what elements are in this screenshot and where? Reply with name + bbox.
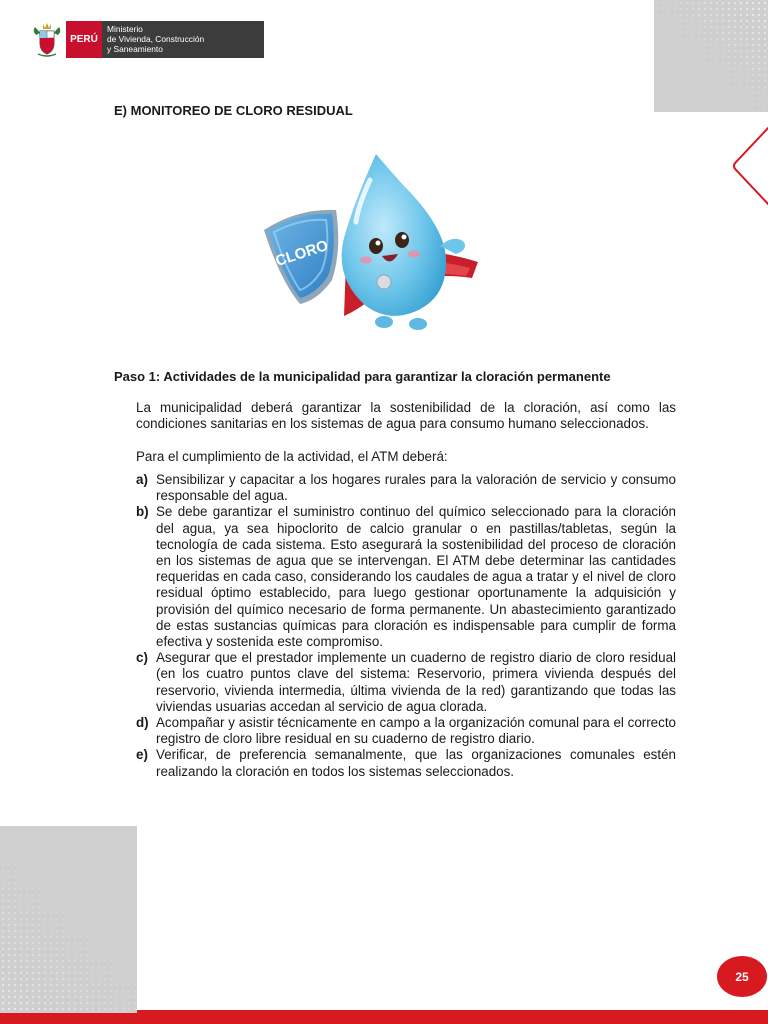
decorative-gray-block-bottom	[0, 826, 137, 1014]
lead-paragraph: Para el cumplimiento de la actividad, el ATM deberá:	[136, 449, 448, 464]
list-item-text: Verificar, de preferencia semanalmente, que las organizaciones comunales estén realizando la cloración en todos los sistemas seleccionados.	[156, 747, 676, 779]
list-item-text: Asegurar que el prestador implemente un cuaderno de registro diario de cloro residual (en los cuatro puntos clave del sistema: Reservorio, primera vivienda después del reservorio, vivienda intermedia, última vivienda de la red) garantizando que todas las viviendas usuarias accedan al servicio de agua clorada.	[156, 650, 676, 714]
ministry-logo	[30, 21, 264, 58]
logo-country-label: PERÚ	[66, 21, 102, 58]
page-number-badge: 25	[717, 956, 767, 997]
list-item	[136, 650, 676, 715]
step-title: Paso 1: Actividades de la municipalidad para garantizar la cloración permanente	[114, 369, 611, 384]
shield-label: CLORO	[273, 237, 331, 270]
footer-red-bar	[0, 1013, 768, 1024]
list-item-marker: e)	[136, 747, 148, 763]
list-item	[136, 472, 676, 504]
logo-ministry-line: Ministerio	[107, 24, 143, 34]
logo-ministry-line: y Saneamiento	[107, 44, 163, 54]
water-drop-mascot-illustration	[258, 150, 482, 336]
logo-ministry-name	[102, 21, 264, 58]
activities-list	[136, 472, 676, 780]
list-item-text: Se debe garantizar el suministro continuo del químico seleccionado para la cloración del agua, ya sea hipoclorito de calcio granular o en pastillas/tabletas, según la tecnología de cada sistema. Esto asegurará la sostenibilidad del proceso de cloración en los sistemas de agua que se intervengan. El ATM debe determinar las cantidades requeridas en cada caso, considerando los caudales de agua a tratar y el nivel de cloro residual óptimo establecido, para luego gestionar oportunamente la adquisición y provisión del químico necesario de forma permanente. Un abastecimiento garantizado de estas sustancias químicas para cloración es indispensable para cumplir de forma efectiva y sostenida este compromiso.	[156, 504, 676, 650]
list-item-text: Sensibilizar y capacitar a los hogares rurales para la valoración de servicio y consumo responsable del agua.	[156, 472, 676, 504]
list-item-text: Acompañar y asistir técnicamente en campo a la organización comunal para el correcto registro de cloro libre residual en su cuaderno de registro diario.	[156, 715, 676, 747]
list-item	[136, 504, 676, 650]
list-item-marker: b)	[136, 504, 149, 520]
list-item-marker: c)	[136, 650, 148, 666]
list-item-marker: d)	[136, 715, 149, 731]
intro-paragraph: La municipalidad deberá garantizar la sostenibilidad de la cloración, así como las condiciones sanitarias en los sistemas de agua para consumo humano seleccionados.	[136, 400, 676, 432]
list-item-marker: a)	[136, 472, 148, 487]
peru-coat-of-arms-icon	[30, 21, 64, 58]
section-title: E) MONITOREO DE CLORO RESIDUAL	[114, 103, 353, 118]
list-item	[136, 715, 676, 747]
logo-ministry-line: de Vivienda, Construcción	[107, 34, 205, 44]
decorative-gray-block-top	[654, 0, 768, 112]
decorative-chevron-icon	[732, 124, 768, 208]
list-item	[136, 747, 676, 779]
